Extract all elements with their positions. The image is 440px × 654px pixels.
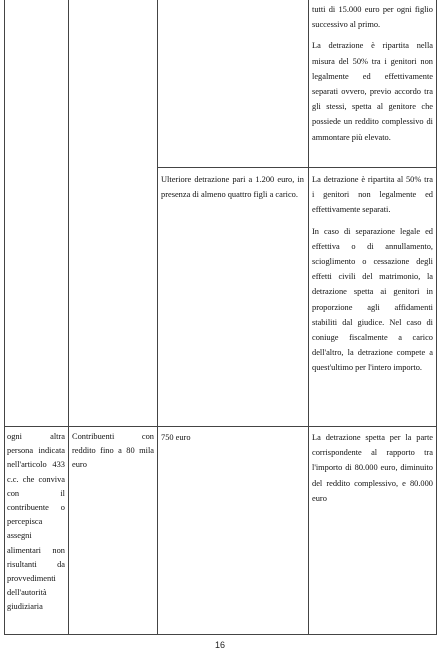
row3-deduction-amount: 750 euro bbox=[161, 433, 191, 442]
row3-notes-cell bbox=[312, 430, 433, 530]
row3-beneficiary-text: ogni altra persona indicata nell'articolo 433 c.c. che conviva con il contribuente o percepisca assegni alimentari non risultanti da provvedimenti dell'autorità giudiziaria bbox=[7, 432, 65, 612]
row2-notes-paragraph-2: In caso di separazione legale ed effettiva o di annullamento, scioglimento o cessazione degli effetti civili del matrimonio, la detrazione spetta ai genitori in proporzione agli affidamenti stabiliti dal giudice. Nel caso di coniuge fiscalmente a carico dell'altro, la detrazione compete a quest'ultimo per l'intero importo. bbox=[312, 226, 433, 373]
table-border-right bbox=[436, 0, 437, 635]
row2-notes-cell bbox=[312, 172, 433, 424]
table-border-bottom bbox=[4, 634, 437, 635]
row2-deduction-cell bbox=[161, 172, 304, 232]
row2-notes-paragraph-1: La detrazione è ripartita al 50% tra i genitori non legalmente ed effettivamente separati. bbox=[312, 175, 433, 215]
row3-deduction-cell bbox=[161, 430, 304, 450]
row2-deduction-text: Ulteriore detrazione pari a 1.200 euro, in presenza di almeno quattro figli a carico. bbox=[161, 175, 304, 200]
column-divider-2 bbox=[157, 0, 158, 635]
row3-income-condition-text: Contribuenti con reddito fino a 80 mila euro bbox=[72, 432, 154, 470]
row1-notes-cell bbox=[312, 2, 433, 165]
row3-beneficiary-cell bbox=[7, 430, 65, 632]
row1-notes-paragraph-1: tutti di 15.000 euro per ogni figlio successivo al primo. bbox=[312, 5, 433, 30]
page-number: 16 bbox=[214, 640, 225, 650]
row3-income-condition-cell bbox=[72, 430, 154, 490]
row3-notes-paragraph-1: La detrazione spetta per la parte corrispondente al rapporto tra l'importo di 80.000 euro, diminuito del reddito complessivo, e 80.000 euro bbox=[312, 433, 433, 503]
column-divider-1 bbox=[68, 0, 69, 635]
column-divider-3 bbox=[308, 0, 309, 635]
row1-notes-paragraph-2: La detrazione è ripartita nella misura del 50% tra i genitori non legalmente ed effettivamente separati ovvero, previo accordo tra gli stessi, spetta al genitore che possiede un reddito complessivo di ammontare più elevato. bbox=[312, 41, 433, 142]
table-border-left bbox=[4, 0, 5, 635]
row-divider-1 bbox=[157, 167, 437, 168]
row-divider-2 bbox=[4, 426, 437, 427]
deduction-table bbox=[4, 0, 437, 635]
